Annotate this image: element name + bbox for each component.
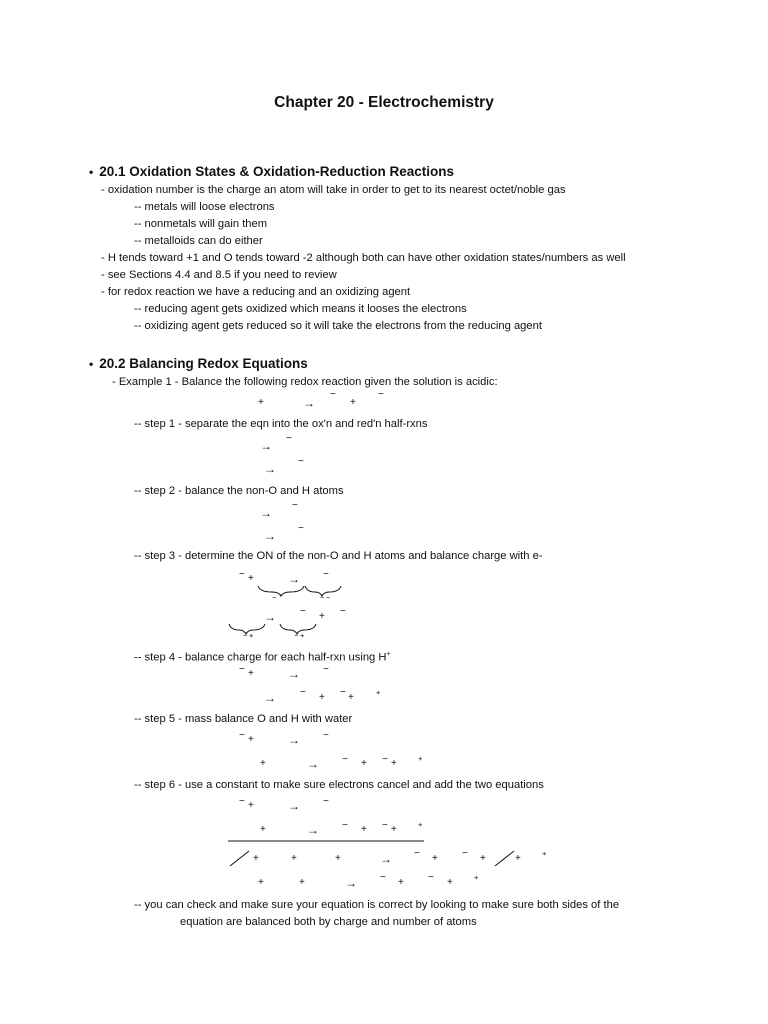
charge-minus: − (380, 872, 386, 883)
charge-minus: − (239, 569, 245, 580)
plus-sign: + (248, 573, 254, 584)
step-5-text: -- step 5 - mass balance O and H with water (134, 713, 353, 725)
charge-minus: − (323, 664, 329, 675)
charge-minus: − (323, 730, 329, 741)
charge-minus: − (292, 500, 298, 511)
reaction-arrow: → (380, 852, 392, 866)
plus-sign: + (515, 853, 521, 864)
plus-sign: + (361, 824, 367, 835)
reaction-arrow: → (288, 733, 300, 747)
step-3-text: -- step 3 - determine the ON of the non-O and H atoms and balance charge with e- (134, 550, 543, 562)
charge-plus: + (542, 849, 547, 858)
charge-minus: − (239, 664, 245, 675)
plus-sign: + (253, 853, 259, 864)
charge-minus: − (342, 820, 348, 831)
plus-sign: + (248, 668, 254, 679)
plus-sign: + (299, 877, 305, 888)
plus-sign: + (319, 692, 325, 703)
reaction-arrow: → (288, 572, 300, 586)
plus-sign: + (391, 758, 397, 769)
reaction-arrow: → (307, 823, 319, 837)
plus-sign: + (348, 692, 354, 703)
step-6-text: -- step 6 - use a constant to make sure electrons cancel and add the two equations (134, 779, 544, 791)
reaction-arrow: → (303, 396, 315, 410)
plus-sign: + (391, 824, 397, 835)
section-heading-20-2: • 20.2 Balancing Redox Equations (89, 356, 308, 371)
charge-minus: − (323, 796, 329, 807)
charge-minus: − (239, 730, 245, 741)
bullet-icon: • (89, 165, 94, 179)
reaction-arrow: → (264, 529, 276, 543)
plus-sign: + (258, 877, 264, 888)
oxidation-number-mark: − (272, 593, 277, 602)
reaction-arrow: → (260, 506, 272, 520)
section-heading-20-1: • 20.1 Oxidation States & Oxidation-Reduction Reactions (89, 164, 455, 179)
plus-sign: + (361, 758, 367, 769)
plus-sign: + (291, 853, 297, 864)
oxidation-number-mark: − (326, 593, 331, 602)
step-4-text: -- step 4 - balance charge for each half-rxn using H+ (134, 651, 391, 664)
reaction-arrow: → (307, 757, 319, 771)
charge-plus: + (474, 873, 479, 882)
oxidation-number-mark: − (294, 631, 299, 640)
text-line: -- metalloids can do either (134, 235, 263, 247)
plus-sign: + (258, 397, 264, 408)
example-text: - Example 1 - Balance the following redox reaction given the solution is acidic: (112, 376, 498, 388)
reaction-arrow: → (264, 691, 276, 705)
charge-minus: − (300, 606, 306, 617)
oxidation-number-mark: + (300, 631, 305, 640)
charge-minus: − (300, 687, 306, 698)
step-1-text: -- step 1 - separate the eqn into the ox'n and red'n half-rxns (134, 418, 428, 430)
charge-minus: − (428, 872, 434, 883)
charge-minus: − (378, 389, 384, 400)
text-line: - see Sections 4.4 and 8.5 if you need to review (101, 269, 337, 281)
bullet-icon: • (89, 357, 94, 371)
reaction-arrow: → (260, 439, 272, 453)
plus-sign: + (248, 734, 254, 745)
charge-minus: − (414, 848, 420, 859)
plus-sign: + (432, 853, 438, 864)
check-text: equation are balanced both by charge and number of atoms (180, 916, 477, 928)
plus-sign: + (260, 824, 266, 835)
oxidation-number-mark: + (249, 631, 254, 640)
reaction-arrow: → (264, 462, 276, 476)
oxidation-number-mark: − (320, 593, 325, 602)
text-line: - H tends toward +1 and O tends toward -2 although both can have other oxidation states/numbers as well (101, 252, 626, 264)
charge-plus: + (376, 688, 381, 697)
text-line: -- nonmetals will gain them (134, 218, 268, 230)
text-line: - for redox reaction we have a reducing and an oxidizing agent (101, 286, 411, 298)
charge-minus: − (286, 433, 292, 444)
plus-sign: + (248, 800, 254, 811)
charge-minus: − (340, 687, 346, 698)
plus-sign: + (350, 397, 356, 408)
charge-minus: − (462, 848, 468, 859)
plus-sign: + (447, 877, 453, 888)
text-line: - oxidation number is the charge an atom will take in order to get to its nearest octet/noble gas (101, 184, 566, 196)
check-text: -- you can check and make sure your equation is correct by looking to make sure both sides of the (134, 899, 620, 911)
plus-sign: + (398, 877, 404, 888)
plus-sign: + (319, 611, 325, 622)
charge-minus: − (382, 820, 388, 831)
charge-minus: − (323, 569, 329, 580)
reaction-arrow: → (288, 667, 300, 681)
reaction-arrow: → (345, 876, 357, 890)
step-2-text: -- step 2 - balance the non-O and H atoms (134, 485, 344, 497)
plus-sign: + (480, 853, 486, 864)
reaction-arrow: → (288, 799, 300, 813)
charge-minus: − (298, 523, 304, 534)
plus-sign: + (335, 853, 341, 864)
text-line: -- metals will loose electrons (134, 201, 275, 213)
charge-plus: + (418, 820, 423, 829)
plus-sign: + (260, 758, 266, 769)
text-line: -- oxidizing agent gets reduced so it will take the electrons from the reducing agent (134, 320, 542, 332)
reaction-arrow: → (264, 610, 276, 624)
charge-minus: − (342, 754, 348, 765)
charge-minus: − (382, 754, 388, 765)
charge-minus: − (239, 796, 245, 807)
charge-minus: − (298, 456, 304, 467)
page-title: Chapter 20 - Electrochemistry (274, 94, 494, 111)
charge-minus: − (330, 389, 336, 400)
charge-minus: − (340, 606, 346, 617)
text-line: -- reducing agent gets oxidized which means it looses the electrons (134, 303, 467, 315)
oxidation-number-mark: − (243, 631, 248, 640)
charge-plus: + (418, 754, 423, 763)
